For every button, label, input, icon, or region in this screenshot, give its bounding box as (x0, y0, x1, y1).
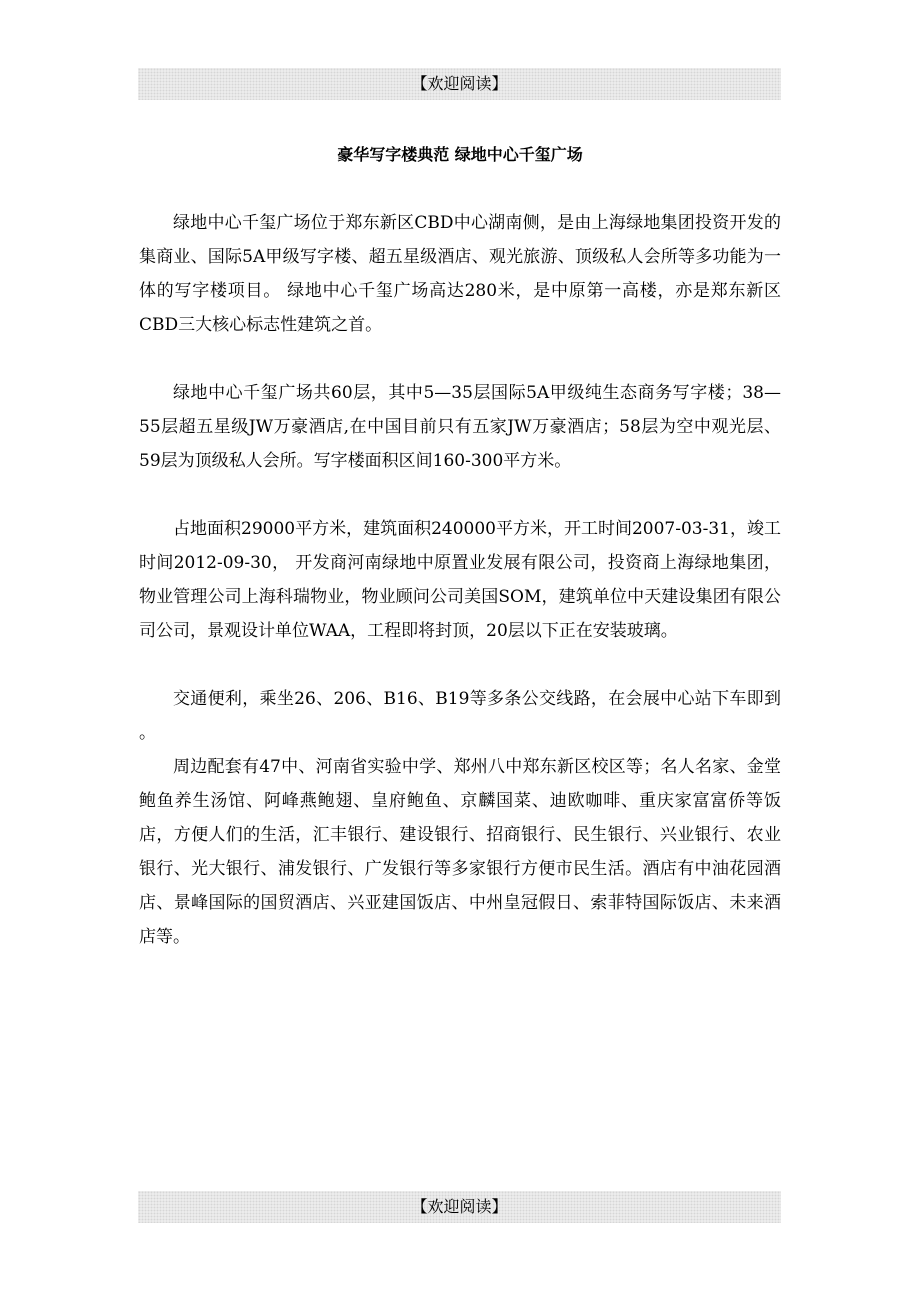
paragraph-location: 绿地中心千玺广场位于郑东新区CBD中心湖南侧，是由上海绿地集团投资开发的集商业、国际5A甲级写字楼、超五星级酒店、观光旅游、顶级私人会所等多功能为一体的写字楼项目。 绿地中心千玺广场高达280米，是中原第一高楼，亦是郑东新区CBD三大核心标志性建筑之首。 (139, 213, 781, 335)
document-title: 豪华写字楼典范 绿地中心千玺广场 (337, 145, 583, 164)
document-body (139, 206, 781, 954)
header-banner-text: 【欢迎阅读】 (411, 74, 508, 93)
paragraph-project-info: 占地面积29000平方米，建筑面积240000平方米，开工时间2007-03-31，竣工时间2012-09-30， 开发商河南绿地中原置业发展有限公司，投资商上海绿地集团，物业管理公司上海科瑞物业，物业顾问公司美国SOM，建筑单位中天建设集团有限公司公司，景观设计单位WAA，工程即将封顶，20层以下正在安装玻璃。 (139, 519, 781, 641)
header-banner (138, 68, 781, 100)
paragraph-transport: 交通便利，乘坐26、206、B16、B19等多条公交线路，在会展中心站下车即到 。 (139, 689, 781, 743)
footer-banner-text: 【欢迎阅读】 (411, 1197, 508, 1216)
paragraph-surroundings: 周边配套有47中、河南省实验中学、郑州八中郑东新区校区等；名人名家、金堂鲍鱼养生汤馆、阿峰燕鲍翅、皇府鲍鱼、京麟国菜、迪欧咖啡、重庆家富富侨等饭店，方便人们的生活，汇丰银行、建设银行、招商银行、民生银行、兴业银行、农业银行、光大银行、浦发银行、广发银行等多家银行方便市民生活。酒店有中油花园酒店、景峰国际的国贸酒店、兴亚建国饭店、中州皇冠假日、索菲特国际饭店、未来酒店等。 (139, 757, 781, 947)
paragraph-floors: 绿地中心千玺广场共60层，其中5—35层国际5A甲级纯生态商务写字楼；38—55层超五星级JW万豪酒店,在中国目前只有五家JW万豪酒店；58层为空中观光层、59层为顶级私人会所。写字楼面积区间160-300平方米。 (139, 383, 781, 471)
footer-banner (138, 1191, 781, 1223)
